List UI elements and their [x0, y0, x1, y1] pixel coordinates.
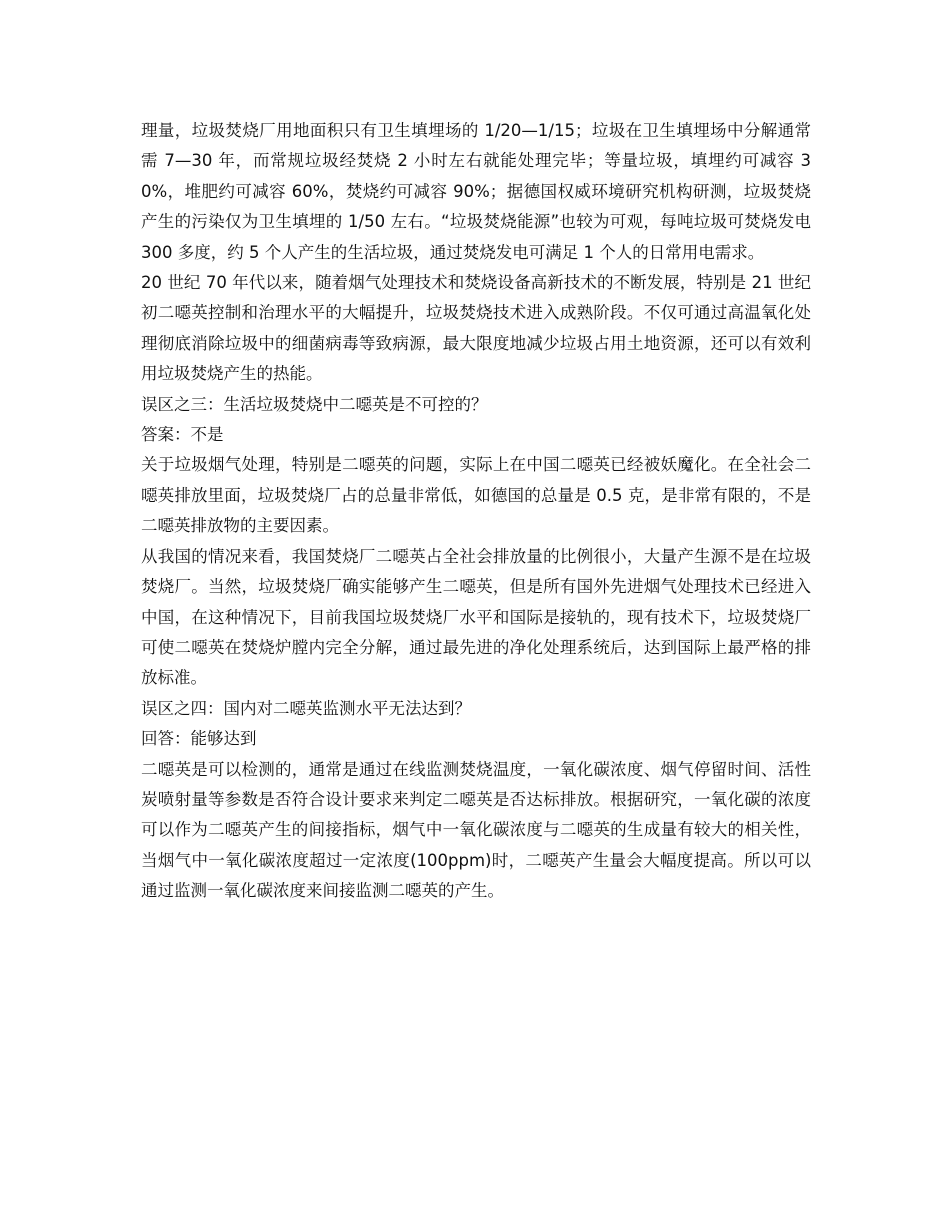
- paragraph-dioxin-demonized: 关于垃圾烟气处理，特别是二噁英的问题，实际上在中国二噁英已经被妖魔化。在全社会二噁英排放里面，垃圾焚烧厂占的总量非常低，如德国的总量是 0.5 克，是非常有限的，不是二噁英排放物的主要因素。: [141, 455, 811, 536]
- paragraph-china-situation: 从我国的情况来看，我国焚烧厂二噁英占全社会排放量的比例很小，大量产生源不是在垃圾焚烧厂。当然，垃圾焚烧厂确实能够产生二噁英，但是所有国外先进烟气处理技术已经进入中国，在这种情况下，目前我国垃圾焚烧厂水平和国际是接轨的，现有技术下，垃圾焚烧厂可使二噁英在焚烧炉膛内完全分解，通过最先进的净化处理系统后，达到国际上最严格的排放标准。: [141, 546, 811, 688]
- question-heading-3: 误区之三：生活垃圾焚烧中二噁英是不可控的？: [141, 394, 488, 414]
- paragraph-technology-development: 20 世纪 70 年代以来，随着烟气处理技术和焚烧设备高新技术的不断发展，特别是 21 世纪初二噁英控制和治理水平的大幅提升，垃圾焚烧技术进入成熟阶段。不仅可通过高温氧化处理彻底消除垃圾中的细菌病毒等致病源，最大限度地减少垃圾占用土地资源，还可以有效利用垃圾焚烧产生的热能。: [141, 273, 811, 384]
- answer-label-3: 答案：不是: [141, 425, 224, 445]
- answer-label-4: 回答：能够达到: [141, 729, 257, 749]
- paragraph-dioxin-monitoring: 二噁英是可以检测的，通常是通过在线监测焚烧温度，一氧化碳浓度、烟气停留时间、活性炭喷射量等参数是否符合设计要求来判定二噁英是否达标排放。根据研究，一氧化碳的浓度可以作为二噁英产生的间接指标，烟气中一氧化碳浓度与二噁英的生成量有较大的相关性，当烟气中一氧化碳浓度超过一定浓度(100ppm)时，二噁英产生量会大幅度提高。所以可以通过监测一氧化碳浓度来间接监测二噁英的产生。: [141, 759, 811, 901]
- document-body: [141, 116, 811, 907]
- paragraph-incineration-benefits: 理量，垃圾焚烧厂用地面积只有卫生填埋场的 1/20—1/15；垃圾在卫生填埋场中分解通常需 7—30 年，而常规垃圾经焚烧 2 小时左右就能处理完毕；等量垃圾，填埋约可减容 30%，堆肥约可减容 60%，焚烧约可减容 90%；据德国权威环境研究机构研测，垃圾焚烧产生的污染仅为卫生填埋的 1/50 左右。“垃圾焚烧能源”也较为可观，每吨垃圾可焚烧发电 300 多度，约 5 个人产生的生活垃圾，通过焚烧发电可满足 1 个人的日常用电需求。: [141, 121, 811, 262]
- question-heading-4: 误区之四：国内对二噁英监测水平无法达到？: [141, 698, 471, 718]
